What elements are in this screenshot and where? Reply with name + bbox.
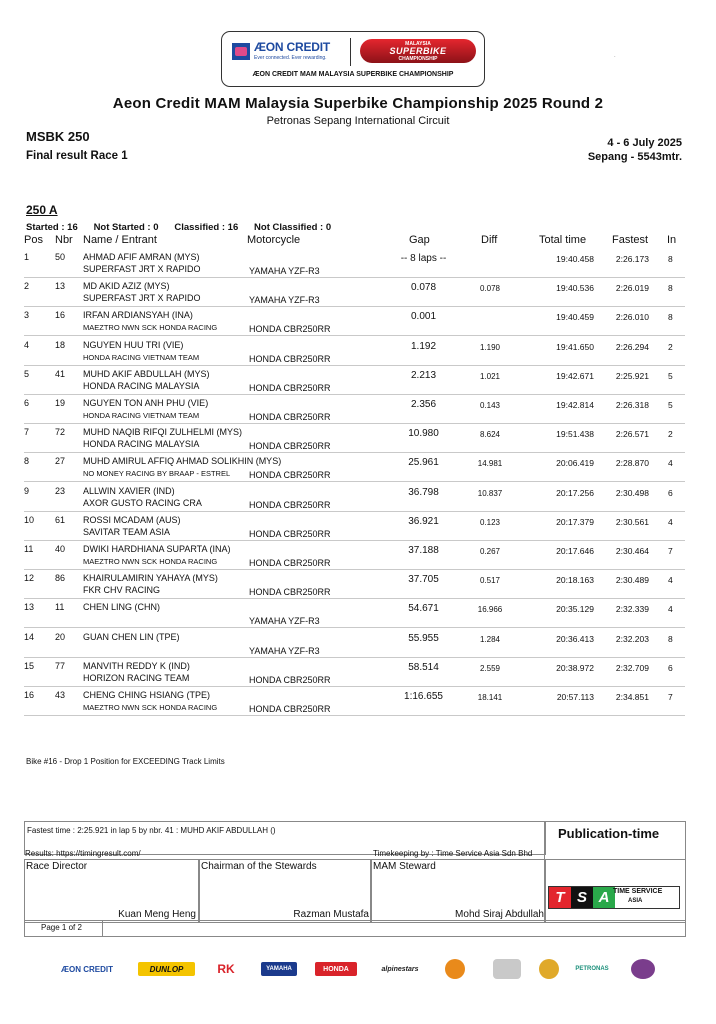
- table-row: [24, 248, 685, 278]
- fastest-in-lap: 5: [668, 400, 673, 410]
- superbike-logo-bottom: CHAMPIONSHIP: [398, 56, 438, 62]
- sponsor-rk-logo: RK: [217, 962, 235, 976]
- team-name: HONDA RACING MALAYSIA: [83, 380, 200, 391]
- table-row: [24, 511, 685, 541]
- gap: 36.921: [408, 515, 439, 527]
- rider-name: IRFAN ARDIANSYAH (INA): [83, 310, 193, 321]
- rider-name: MUHD AMIRUL AFFIQ AHMAD SOLIKHIN (MYS): [83, 456, 282, 467]
- total-time: 19:42.814: [556, 400, 594, 410]
- fastest-lap: 2:32.709: [615, 662, 649, 673]
- chairman-name: Razman Mustafa: [293, 909, 369, 920]
- fastest-lap: 2:34.851: [615, 692, 649, 702]
- bike-number: 20: [55, 631, 66, 642]
- superbike-logo-main: SUPERBIKE: [389, 46, 447, 56]
- superbike-logo-top: MALAYSIA: [405, 41, 431, 47]
- fastest-in-lap: 6: [668, 487, 673, 498]
- table-row: [24, 277, 685, 307]
- motorcycle: YAMAHA YZF-R3: [249, 645, 320, 656]
- gap: 1:16.655: [404, 691, 443, 702]
- total-time: 20:57.113: [556, 692, 594, 702]
- motorcycle: HONDA CBR250RR: [249, 382, 331, 393]
- diff: 0.267: [479, 547, 501, 556]
- bike-number: 23: [55, 485, 66, 496]
- team-name: HONDA RACING MALAYSIA: [83, 439, 200, 450]
- total-time: 20:06.419: [556, 458, 594, 469]
- bike-number: 40: [55, 544, 66, 554]
- team-name: NO MONEY RACING BY BRAAP - ESTREL: [83, 469, 231, 479]
- diff: 0.123: [479, 517, 501, 527]
- fastest-in-lap: 8: [668, 283, 673, 294]
- rider-name: ALLWIN XAVIER (IND): [83, 485, 175, 496]
- col-header-motorcycle: Motorcycle: [247, 234, 301, 246]
- rider-name: AHMAD AFIF AMRAN (MYS): [83, 252, 200, 262]
- total-time: 19:51.438: [556, 429, 594, 440]
- table-row: [24, 306, 685, 336]
- total-time: 20:38.972: [556, 662, 594, 673]
- class-name: MSBK 250: [26, 129, 90, 144]
- rider-name: NGUYEN HUU TRI (VIE): [83, 339, 184, 350]
- position: 2: [24, 281, 30, 292]
- bike-number: 11: [55, 602, 65, 613]
- gap: 55.955: [408, 632, 439, 644]
- position: 12: [24, 573, 35, 584]
- gap: 2.213: [410, 369, 437, 381]
- motorcycle: HONDA CBR250RR: [249, 441, 331, 452]
- team-name: FKR CHV RACING: [83, 585, 161, 596]
- publication-time-box: [544, 821, 686, 860]
- position: 1: [24, 252, 30, 262]
- corner-mark: .: [614, 53, 616, 59]
- sponsor-emblem-icon: [445, 959, 465, 979]
- gap: 54.671: [408, 603, 439, 615]
- col-header-diff: Diff: [481, 234, 498, 246]
- col-header-total-time: Total time: [539, 234, 587, 246]
- fastest-in-lap: 4: [668, 575, 673, 586]
- motorcycle: YAMAHA YZF-R3: [249, 295, 320, 306]
- aeon-logo-text: ÆON CREDIT: [254, 40, 331, 54]
- circuit-name: Petronas Sepang International Circuit: [266, 115, 450, 127]
- diff: 0.143: [479, 401, 501, 410]
- table-row: [24, 628, 685, 658]
- rider-name: CHEN LING (CHN): [83, 602, 161, 613]
- event-venue: Sepang - 5543mtr.: [587, 151, 682, 163]
- group-label: 250 A: [26, 203, 58, 217]
- fastest-in-lap: 8: [668, 254, 673, 264]
- bike-number: 19: [55, 398, 66, 408]
- team-name: SUPERFAST JRT X RAPIDO: [83, 264, 201, 274]
- bike-number: 50: [55, 252, 66, 262]
- motorcycle: YAMAHA YZF-R3: [249, 616, 320, 627]
- fastest-in-lap: 7: [668, 546, 673, 556]
- rider-name: MD AKID AZIZ (MYS): [83, 281, 170, 292]
- motorcycle: HONDA CBR250RR: [249, 587, 331, 598]
- col-header-nbr: Nbr: [55, 234, 73, 246]
- diff: 14.981: [477, 459, 503, 469]
- gap: 58.514: [408, 661, 439, 673]
- table-row: [24, 482, 685, 512]
- tsa-name-line1: TIME SERVICE: [613, 888, 663, 895]
- total-time: 19:40.459: [556, 312, 594, 323]
- rider-name: DWIKI HARDHIANA SUPARTA (INA): [83, 544, 231, 554]
- team-name: MAEZTRO NWN SCK HONDA RACING: [83, 557, 218, 566]
- fastest-time-text: Fastest time : 2:25.921 in lap 5 by nbr. 41 : MUHD AKIF ABDULLAH (): [27, 826, 276, 835]
- rider-name: NGUYEN TON ANH PHU (VIE): [83, 398, 209, 408]
- motorcycle: HONDA CBR250RR: [249, 499, 331, 510]
- tsa-name-line2: ASIA: [628, 898, 643, 904]
- bike-number: 18: [55, 339, 66, 350]
- gap: 25.961: [408, 457, 439, 469]
- rider-name: MANVITH REDDY K (IND): [83, 660, 190, 671]
- position: 14: [24, 631, 35, 642]
- col-header-pos: Pos: [24, 234, 43, 246]
- tsa-letter-t: T: [549, 887, 571, 908]
- chairman-cell: [198, 859, 372, 923]
- total-time: 20:17.646: [556, 546, 594, 556]
- sponsor-crest-icon: [493, 959, 521, 979]
- results-url: Results: https://timingresult.com/: [25, 849, 141, 858]
- gap: 0.078: [410, 282, 437, 294]
- motorcycle: HONDA CBR250RR: [249, 412, 331, 422]
- gap: 37.188: [408, 545, 439, 556]
- diff: 0.517: [479, 576, 501, 586]
- position: 4: [24, 339, 30, 350]
- col-header-in: In: [667, 234, 677, 246]
- diff: 2.559: [479, 663, 501, 673]
- team-name: AXOR GUSTO RACING CRA: [83, 497, 202, 508]
- fastest-lap: 2:26.318: [615, 400, 649, 410]
- table-row: [24, 423, 685, 453]
- table-row: [24, 540, 685, 570]
- fastest-lap: 2:26.019: [615, 283, 649, 294]
- event-title: Aeon Credit MAM Malaysia Superbike Championship 2025 Round 2: [112, 95, 604, 112]
- team-name: HONDA RACING VIETNAM TEAM: [83, 411, 200, 420]
- position: 11: [24, 544, 34, 554]
- fastest-in-lap: 8: [668, 633, 673, 644]
- sponsor-petronas-logo: PETRONAS: [575, 966, 609, 972]
- bike-number: 72: [55, 427, 66, 438]
- sponsor-dunlop-logo: DUNLOP: [138, 962, 195, 976]
- fastest-in-lap: 4: [668, 516, 673, 527]
- table-row: [24, 686, 685, 716]
- col-header-fastest: Fastest: [612, 234, 649, 246]
- gap: 36.798: [408, 486, 439, 498]
- motorcycle: HONDA CBR250RR: [249, 704, 331, 714]
- bike-number: 13: [55, 281, 66, 292]
- total-time: 19:41.650: [556, 341, 594, 352]
- rider-name: ROSSI MCADAM (AUS): [83, 514, 181, 525]
- bike-number: 16: [55, 310, 66, 321]
- bike-number: 61: [55, 514, 66, 525]
- page-divider: [102, 920, 103, 937]
- col-header-name: Name / Entrant: [83, 234, 157, 246]
- tsa-letter-a: A: [593, 887, 615, 908]
- race-director-label: Race Director: [26, 861, 88, 872]
- diff: 0.078: [479, 284, 501, 294]
- logo-divider: [350, 38, 351, 66]
- race-director-cell: [24, 859, 200, 923]
- sponsor-alpinestars-logo: alpinestars: [381, 965, 419, 973]
- fastest-in-lap: 2: [668, 341, 673, 352]
- steward-cell: [370, 859, 546, 923]
- sponsor-yamaha-logo: YAMAHA: [261, 962, 297, 976]
- motorcycle: HONDA CBR250RR: [249, 353, 331, 364]
- sponsor-aeon-logo: ÆON CREDIT: [61, 964, 113, 974]
- motorcycle: HONDA CBR250RR: [249, 528, 331, 539]
- table-row: [24, 452, 685, 482]
- gap: 0.001: [410, 311, 437, 323]
- event-dates: 4 - 6 July 2025: [607, 137, 682, 149]
- bike-number: 43: [55, 690, 66, 700]
- rider-name: CHENG CHING HSIANG (TPE): [83, 690, 211, 700]
- position: 15: [24, 660, 35, 671]
- position: 10: [24, 514, 35, 525]
- fastest-in-lap: 8: [668, 312, 673, 323]
- sponsor-honda-logo: HONDA: [315, 962, 357, 976]
- position: 8: [24, 456, 30, 467]
- bike-number: 86: [55, 573, 66, 584]
- table-row: [24, 365, 685, 395]
- logo-caption: ÆON CREDIT MAM MALAYSIA SUPERBIKE CHAMPIONSHIP: [252, 71, 454, 78]
- motorcycle: YAMAHA YZF-R3: [249, 266, 320, 276]
- fastest-in-lap: 4: [668, 604, 673, 615]
- fastest-lap: 2:30.561: [615, 516, 649, 527]
- fastest-lap: 2:26.010: [615, 312, 649, 323]
- fastest-in-lap: 7: [668, 692, 673, 702]
- team-name: HORIZON RACING TEAM: [83, 672, 190, 683]
- fastest-lap: 2:26.294: [615, 341, 649, 352]
- tsa-letter-s: S: [571, 887, 593, 908]
- race-director-name: Kuan Meng Heng: [118, 909, 196, 920]
- aeon-tagline: Ever connected. Ever rewarding.: [254, 55, 327, 61]
- table-row: [24, 394, 685, 424]
- gap: 2.356: [410, 399, 437, 410]
- diff: 10.837: [477, 488, 503, 498]
- fastest-lap: 2:30.498: [615, 487, 649, 498]
- position: 7: [24, 427, 30, 438]
- steward-name: Mohd Siraj Abdullah: [455, 909, 544, 920]
- position: 5: [24, 368, 30, 379]
- fastest-in-lap: 2: [668, 429, 673, 440]
- fastest-in-lap: 4: [668, 458, 673, 469]
- gap: -- 8 laps --: [400, 253, 447, 264]
- fastest-in-lap: 5: [668, 370, 673, 381]
- bike-number: 27: [55, 456, 66, 467]
- position: 3: [24, 310, 30, 321]
- total-time: 19:42.671: [556, 370, 594, 381]
- team-name: HONDA RACING VIETNAM TEAM: [83, 352, 200, 362]
- fastest-time-box: [24, 821, 546, 858]
- total-time: 20:36.413: [556, 633, 594, 644]
- team-name: MAEZTRO NWN SCK HONDA RACING: [83, 323, 218, 333]
- table-row: [24, 598, 685, 628]
- diff: 1.190: [479, 342, 501, 352]
- rider-name: GUAN CHEN LIN (TPE): [83, 631, 180, 642]
- fastest-in-lap: 6: [668, 662, 673, 673]
- table-row: [24, 657, 685, 687]
- total-time: 20:17.379: [556, 516, 594, 527]
- diff: 18.141: [477, 693, 503, 702]
- steward-label: MAM Steward: [373, 861, 436, 872]
- fastest-lap: 2:26.173: [615, 254, 649, 264]
- fastest-lap: 2:30.489: [615, 575, 649, 586]
- total-time: 20:35.129: [556, 604, 594, 615]
- position: 16: [24, 690, 35, 700]
- table-row: [24, 569, 685, 599]
- position: 13: [24, 602, 35, 613]
- position: 6: [24, 398, 30, 408]
- motorcycle: HONDA CBR250RR: [249, 674, 331, 685]
- fastest-lap: 2:30.464: [615, 546, 649, 556]
- motorcycle: HONDA CBR250RR: [249, 470, 331, 481]
- gap: 1.192: [410, 340, 437, 352]
- total-time: 20:18.163: [556, 575, 594, 586]
- team-name: SAVITAR TEAM ASIA: [83, 526, 171, 537]
- total-time: 20:17.256: [556, 487, 594, 498]
- rider-name: KHAIRULAMIRIN YAHAYA (MYS): [83, 573, 218, 584]
- total-time: 19:40.536: [556, 283, 594, 294]
- fastest-lap: 2:25.921: [615, 370, 649, 381]
- sponsor-seal-icon: [539, 959, 559, 979]
- bike-number: 77: [55, 660, 66, 671]
- gap: 37.705: [408, 574, 439, 586]
- col-header-gap: Gap: [409, 234, 430, 246]
- diff: 8.624: [479, 430, 501, 440]
- sponsor-circle-icon: [631, 959, 655, 979]
- diff: 1.021: [479, 371, 501, 381]
- page-box: [24, 920, 686, 937]
- gap: 10.980: [408, 428, 439, 440]
- team-name: MAEZTRO NWN SCK HONDA RACING: [83, 703, 218, 712]
- total-time: 19:40.458: [556, 254, 594, 264]
- team-name: SUPERFAST JRT X RAPIDO: [83, 293, 201, 304]
- rider-name: MUHD NAQIB RIFQI ZULHELMI (MYS): [83, 427, 243, 438]
- position: 9: [24, 485, 30, 496]
- fastest-lap: 2:28.870: [615, 458, 649, 469]
- chairman-label: Chairman of the Stewards: [201, 861, 317, 872]
- publication-time-label: Publication-time: [558, 826, 660, 841]
- penalty-note: Bike #16 - Drop 1 Position for EXCEEDING Track Limits: [26, 757, 225, 766]
- motorcycle: HONDA CBR250RR: [249, 324, 331, 335]
- bike-number: 41: [55, 368, 66, 379]
- fastest-lap: 2:32.203: [615, 633, 649, 644]
- diff: 16.966: [477, 605, 503, 615]
- page-number: Page 1 of 2: [41, 923, 82, 932]
- table-row: [24, 336, 685, 366]
- fastest-lap: 2:32.339: [615, 604, 649, 615]
- session-name: Final result Race 1: [26, 150, 128, 162]
- timekeeping-text: Timekeeping by : Time Service Asia Sdn Bhd: [373, 849, 533, 858]
- aeon-logo-icon: [232, 43, 250, 60]
- start-stats: Started : 16 Not Started : 0 Classified : 16 Not Classified : 0: [26, 222, 332, 233]
- rider-name: MUHD AKIF ABDULLAH (MYS): [83, 368, 210, 379]
- motorcycle: HONDA CBR250RR: [249, 558, 331, 568]
- fastest-lap: 2:26.571: [615, 429, 649, 440]
- diff: 1.284: [479, 634, 501, 644]
